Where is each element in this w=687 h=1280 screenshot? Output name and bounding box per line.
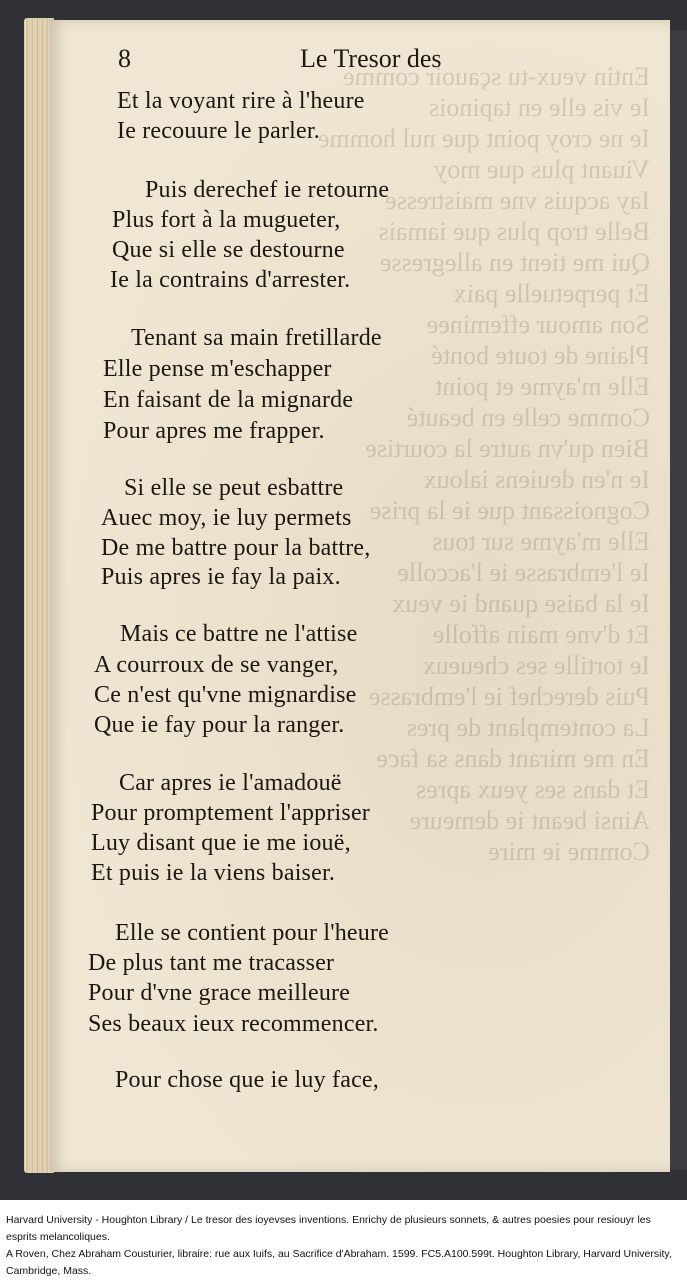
verse-line: Ce n'est qu'vne mignardise — [94, 682, 357, 708]
image-credit-caption — [6, 1212, 681, 1280]
running-head — [118, 44, 478, 80]
verse-line: Elle pense m'eschapper — [103, 356, 332, 382]
verse-line: Si elle se peut esbattre — [124, 475, 344, 501]
verse-line: Ie la contrains d'arrester. — [110, 267, 351, 293]
caption-line-1: Harvard University - Houghton Library / Le tresor des ioyevses inventions. Enrichy de plusieurs sonnets, & autres poesies pour resiouyr les esprits melancoliques. — [6, 1214, 651, 1243]
verse-line: Pour chose que ie luy face, — [115, 1067, 379, 1093]
verse-line: Et la voyant rire à l'heure — [117, 88, 365, 114]
verse-line: Que ie fay pour la ranger. — [94, 712, 345, 738]
page-number: 8 — [118, 44, 131, 73]
running-title: Le Tresor des — [300, 44, 442, 73]
verse-line: A courroux de se vanger, — [94, 652, 339, 678]
verse-line: Pour promptement l'appriser — [91, 800, 370, 826]
verse-line: De plus tant me tracasser — [88, 950, 335, 976]
verse-line: Luy disant que ie me iouë, — [91, 830, 351, 856]
verse-line: En faisant de la mignarde — [103, 387, 354, 413]
verse-line: Pour apres me frapper. — [103, 418, 325, 444]
verse-line: Ie recouure le parler. — [117, 118, 320, 144]
verse-line: Ses beaux ieux recommencer. — [88, 1011, 379, 1037]
verse-line: Mais ce battre ne l'attise — [120, 621, 358, 647]
verse-line: De me battre pour la battre, — [101, 535, 371, 561]
caption-line-2: A Roven, Chez Abraham Cousturier, libraire: rue aux Iuifs, au Sacrifice d'Abraham. 1599. FC5.A100.599t. Houghton Library, Harvard University, Cambridge, Mass. — [6, 1248, 672, 1277]
verse-line: Auec moy, ie luy permets — [101, 505, 352, 531]
verse-line: Puis apres ie fay la paix. — [101, 564, 341, 590]
verse-line: Pour d'vne grace meilleure — [88, 980, 351, 1006]
verse-line: Et puis ie la viens baiser. — [91, 860, 336, 886]
verse-line: Elle se contient pour l'heure — [115, 920, 390, 946]
verse-line: Plus fort à la mugueter, — [112, 207, 341, 233]
verse-line: Que si elle se destourne — [112, 237, 345, 263]
verse-line: Puis derechef ie retourne — [145, 177, 390, 203]
verse-line: Car apres ie l'amadouë — [119, 770, 342, 796]
verse-line: Tenant sa main fretillarde — [131, 325, 382, 351]
